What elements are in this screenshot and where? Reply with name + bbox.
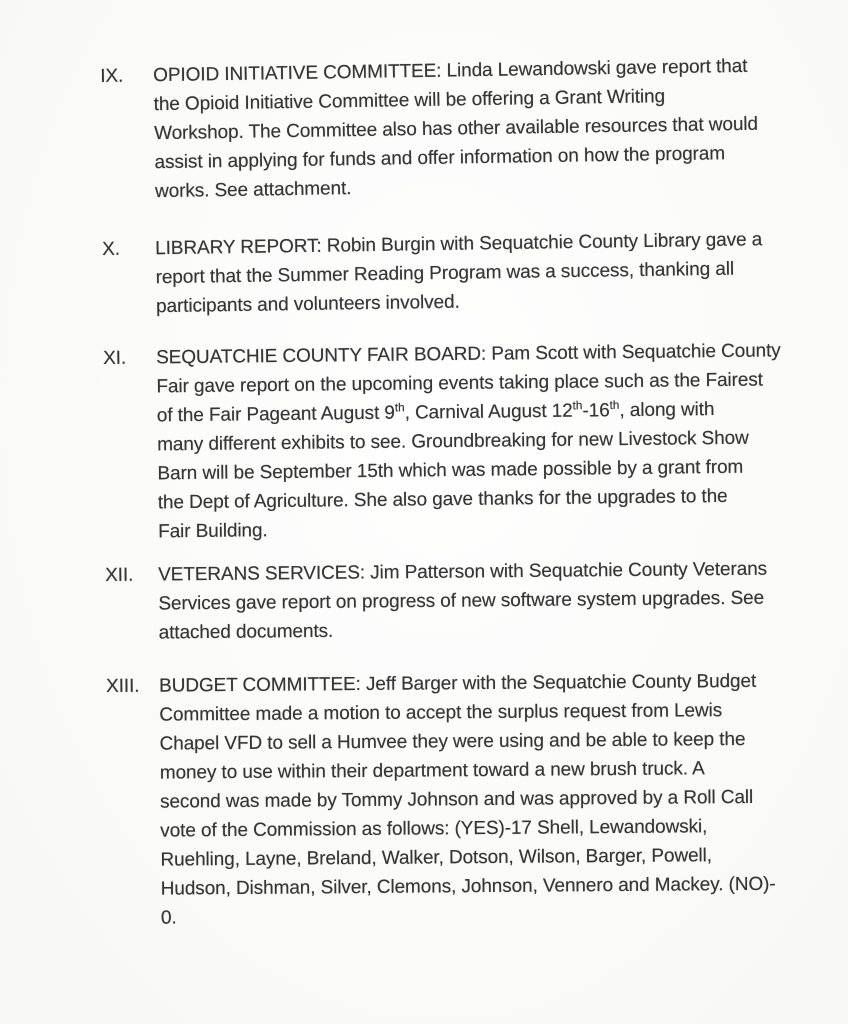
item-body xyxy=(156,336,790,546)
text-line: Hudson, Dishman, Silver, Clemons, Johnson, Vennero and Mackey. (NO)- xyxy=(160,873,776,900)
item-body xyxy=(158,554,789,647)
text-line: of the Fair Pageant August 9th, Carnival August 12th-16th, along with xyxy=(156,398,715,427)
item-body xyxy=(159,667,790,933)
item-numeral: XII. xyxy=(105,564,134,586)
text-line: works. See attachment. xyxy=(154,178,352,203)
text-line: Fair gave report on the upcoming events taking place such as the Fairest xyxy=(156,369,763,398)
text-line: Committee made a motion to accept the surplus request from Lewis xyxy=(159,700,723,726)
text-line: Ruehling, Layne, Breland, Walker, Dotson, Wilson, Barger, Powell, xyxy=(160,845,713,871)
item-body xyxy=(153,51,790,206)
item-body xyxy=(155,225,789,321)
text-line: vote of the Commission as follows: (YES)-17 Shell, Lewandowski, xyxy=(160,816,708,842)
text-line: LIBRARY REPORT: Robin Burgin with Sequatchie County Library gave a xyxy=(155,229,763,260)
text-line: Barn will be September 15th which was made possible by a grant from xyxy=(157,456,744,485)
text-line: BUDGET COMMITTEE: Jeff Barger with the Sequatchie County Budget xyxy=(159,670,757,697)
text-line: VETERANS SERVICES: Jim Patterson with Sequatchie County Veterans xyxy=(158,558,768,586)
list-item xyxy=(105,554,789,648)
text-line: Workshop. The Committee also has other available resources that would xyxy=(153,113,759,145)
list-item xyxy=(102,225,789,322)
text-line: Fair Building. xyxy=(158,520,268,543)
minutes-list xyxy=(100,55,788,933)
item-numeral: XI. xyxy=(103,347,127,369)
text-line: the Opioid Initiative Committee will be offering a Grant Writing xyxy=(153,86,666,116)
list-item xyxy=(100,51,790,207)
text-line: attached documents. xyxy=(158,620,334,644)
text-line: Services gave report on progress of new software system upgrades. See xyxy=(158,587,765,615)
item-numeral: IX. xyxy=(100,65,124,87)
text-line: second was made by Tommy Johnson and was approved by a Roll Call xyxy=(159,786,754,813)
item-numeral: X. xyxy=(102,238,121,260)
text-line: SEQUATCHIE COUNTY FAIR BOARD: Pam Scott with Sequatchie County xyxy=(156,340,781,369)
text-line: the Dept of Agriculture. She also gave thanks for the upgrades to the xyxy=(157,485,728,514)
text-line: many different exhibits to see. Groundbreaking for new Livestock Show xyxy=(157,427,749,456)
text-line: Chapel VFD to sell a Humvee they were using and be able to keep the xyxy=(159,728,746,755)
text-line: 0. xyxy=(160,907,177,929)
text-line: report that the Summer Reading Program was a success, thanking all xyxy=(155,258,735,289)
text-line: participants and volunteers involved. xyxy=(155,291,460,318)
text-line: OPIOID INITIATIVE COMMITTEE: Linda Lewandowski gave report that xyxy=(153,55,748,87)
item-numeral: XIII. xyxy=(106,675,140,697)
text-line: assist in applying for funds and offer information on how the program xyxy=(154,143,726,174)
list-item xyxy=(103,336,790,547)
list-item xyxy=(106,667,790,933)
text-line: money to use within their department toward a new brush truck. A xyxy=(159,758,705,784)
